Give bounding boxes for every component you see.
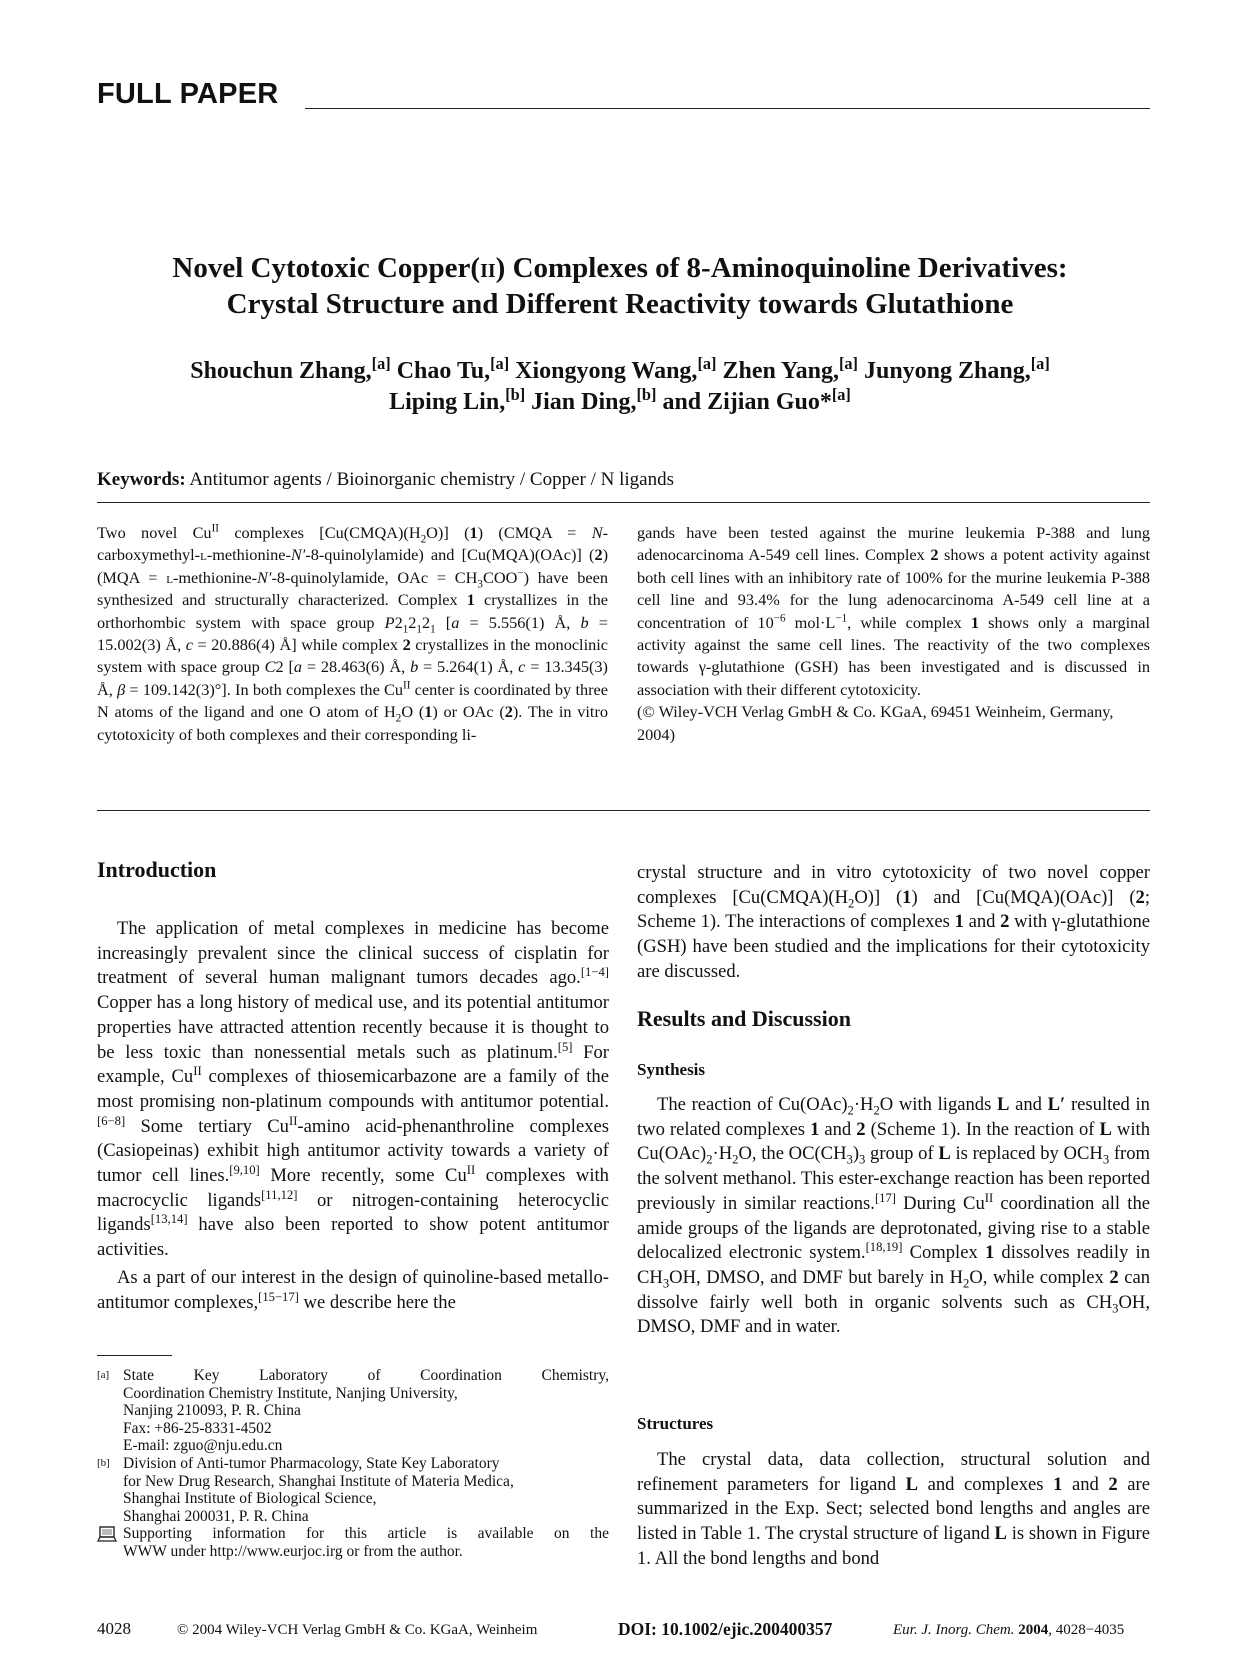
- abstract-left-text: Two novel $Cu^{II}$ complexes $[Cu(CMQA)(H_2O)]$ (1) (CMQA = N-carboxymethyl-l-methionine-N′-8-quinolylamide) and [Cu(MQA)(OAc)] (2) (MQA = l-methionine-N′-8-quinolylamide, OAc = $CH_3COO^-$) have been synthesized and structurally characterized. Complex 1 crystallizes in the orthorhombic system with space group $P2_12_12_1$ [a = 5.556(1) Å, b = 15.002(3) Å, c = 20.886(4) Å] while complex 2 crystallizes in the monoclinic system with space group C2 [a = 28.463(6) Å, b = 5.264(1) Å, c = 13.345(3) Å, β = 109.142(3)°]. In both complexes the $Cu^{II}$ center is coordinated by three N atoms of the ligand and one O atom of $H_2O$ (1) or OAc (2). The in vitro cytotoxicity of both complexes and their corresponding li-: [97, 522, 609, 744]
- keywords: [97, 469, 674, 491]
- introduction-heading: Introduction: [97, 857, 217, 882]
- intro-paragraph-2-continued: crystal structure and in vitro cytotoxicity of two novel copper complexes $[Cu(CMQA)(H_2O)]$ (1) and [Cu(MQA)(OAc)] (2; Scheme 1). The interactions of complexes 1 and 2 with γ-glutathione (GSH) have been studied and the implications for their cytotoxicity are discussed.: [637, 862, 1150, 982]
- header-rule: [305, 108, 1150, 109]
- footer-citation: [893, 1622, 1124, 1639]
- footnotes: [97, 1367, 609, 1561]
- footnote-a-line: E-mail: zguo@nju.edu.cn: [123, 1437, 283, 1455]
- synthesis-heading: Synthesis: [637, 1060, 706, 1079]
- synthesis-paragraph: The reaction of $Cu(OAc)_2\cdot H_2O$ with ligands L and L′ resulted in two related complexes 1 and 2 (Scheme 1). In the reaction of L with $Cu(OAc)_2\cdot H_2O$, the $OC(CH_3)_3$ group of L is replaced by $OCH_3$ from the solvent methanol. This ester-exchange reaction has been reported previously in similar reactions.[17] During $Cu^{II}$ coordination all the amide groups of the ligands are deprotonated, giving rise to a stable delocalized electronic system.[18,19] Complex 1 dissolves readily in $CH_3OH$, DMSO, and DMF but barely in $H_2O$, while complex 2 can dissolve fairly well both in organic solvents such as $CH_3OH$, DMSO, DMF and in water.: [637, 1094, 1151, 1338]
- footer-journal: Eur. J. Inorg. Chem.: [893, 1622, 1015, 1638]
- footer-doi: DOI: 10.1002/ejic.200400357: [618, 1619, 833, 1639]
- abstract-right-text: gands have been tested against the murine leukemia P-388 and lung adenocarcinoma A-549 cell lines. Complex 2 shows a potent activity against both cell lines with an inhibitory rate of 100% for the murine leukemia P-388 cell line and 93.4% for the lung adenocarcinoma A-549 cell line at a concentration of $10^{-6}$ $mol\cdot L^{-1}$, while complex 1 shows only a marginal activity against the same cell lines. The reactivity of the two complexes towards γ-glutathione (GSH) has been investigated and is discussed in association with their different cytotoxicity.: [637, 523, 1151, 699]
- title-line-1: Novel Cytotoxic Copper(ii) Complexes of 8-Aminoquinoline Derivatives:: [172, 252, 1068, 284]
- authors-line-1: Shouchun Zhang,[a] Chao Tu,[a] Xiongyong Wang,[a] Zhen Yang,[a] Junyong Zhang,[a]: [190, 354, 1050, 384]
- section-label: FULL PAPER: [97, 78, 279, 110]
- footer-pages: , 4028−4035: [1048, 1622, 1125, 1638]
- intro-left-column: [97, 917, 609, 1315]
- abstract-left-column: [97, 522, 608, 746]
- footnote-b-mark: [b]: [97, 1456, 110, 1469]
- footnote-b: [97, 1455, 609, 1525]
- footnote-a: [97, 1367, 609, 1455]
- structures-heading: Structures: [637, 1414, 714, 1433]
- intro-paragraph-2: As a part of our interest in the design of quinoline-based metallo-antitumor complexes,[15−17] we describe here the: [97, 1266, 609, 1313]
- footnote-b-line: Shanghai 200031, P. R. China: [123, 1507, 309, 1525]
- paper-title: [90, 250, 1150, 322]
- intro-right-column: [637, 861, 1150, 985]
- footnote-a-line: Nanjing 210093, P. R. China: [123, 1402, 301, 1420]
- footnote-a-line: Fax: +86-25-8331-4502: [123, 1419, 272, 1437]
- computer-icon: [97, 1526, 117, 1549]
- author-list: [90, 356, 1150, 418]
- page-number: 4028: [97, 1619, 131, 1638]
- footer-year: 2004: [1018, 1622, 1049, 1638]
- structures-paragraph: The crystal data, data collection, structural solution and refinement parameters for ligand L and complexes 1 and 2 are summarized in the Exp. Sect; selected bond lengths and angles are listed in Table 1. The crystal structure of ligand L is shown in Figure 1. All the bond lengths and bond: [637, 1449, 1150, 1569]
- synthesis-column: [637, 1093, 1150, 1340]
- keywords-text: Antitumor agents / Bioinorganic chemistry / Copper / N ligands: [189, 469, 674, 490]
- footer-copyright: © 2004 Wiley-VCH Verlag GmbH & Co. KGaA, Weinheim: [177, 1622, 538, 1638]
- footnote-a-line: Coordination Chemistry Institute, Nanjing University,: [123, 1384, 458, 1402]
- footnote-a-mark: [a]: [97, 1369, 110, 1381]
- structures-column: [637, 1448, 1150, 1572]
- abstract-right-column: [637, 522, 1150, 746]
- footnote-support-line: Supporting information for this article is available on the: [123, 1525, 609, 1543]
- authors-line-2: Liping Lin,[b] Jian Ding,[b] and Zijian Guo*[a]: [389, 385, 851, 415]
- footnote-b-line: for New Drug Research, Shanghai Institute of Materia Medica,: [123, 1472, 514, 1490]
- title-line-2: Crystal Structure and Different Reactivity towards Glutathione: [226, 288, 1014, 320]
- keywords-label: Keywords:: [97, 469, 186, 490]
- abstract-copyright: (© Wiley-VCH Verlag GmbH & Co. KGaA, 69451 Weinheim, Germany, 2004): [637, 702, 1114, 744]
- footnote-b-line: Shanghai Institute of Biological Science,: [123, 1490, 377, 1508]
- footnote-b-line: Division of Anti-tumor Pharmacology, State Key Laboratory: [123, 1454, 500, 1472]
- abstract-bottom-rule: [97, 810, 1150, 811]
- footnote-supporting-info: [97, 1525, 609, 1560]
- footnote-rule: [97, 1355, 172, 1356]
- results-heading: Results and Discussion: [637, 1006, 851, 1031]
- abstract-top-rule: [97, 502, 1150, 503]
- intro-paragraph-1: The application of metal complexes in medicine has become increasingly prevalent since the clinical success of cisplatin for treatment of several human malignant tumors decades ago.[1−4] Copper has a long history of medical use, and its potential antitumor properties have attracted attention recently because it is thought to be less toxic than nonessential metals such as platinum.[5] For example, $Cu^{II}$ complexes of thiosemicarbazone are a family of the most promising non-platinum compounds with antitumor potential.[6−8] Some tertiary $Cu^{II}$-amino acid-phenanthroline complexes (Casiopeinas) exhibit high antitumor activity towards a variety of tumor cell lines.[9,10] More recently, some $Cu^{II}$ complexes with macrocyclic ligands[11,12] or nitrogen-containing heterocyclic ligands[13,14] have also been reported to show potent antitumor activities.: [97, 918, 609, 1261]
- footnote-support-line: WWW under http://www.eurjoc.irg or from the author.: [123, 1542, 463, 1560]
- footnote-a-line: State Key Laboratory of Coordination Chemistry,: [123, 1367, 609, 1384]
